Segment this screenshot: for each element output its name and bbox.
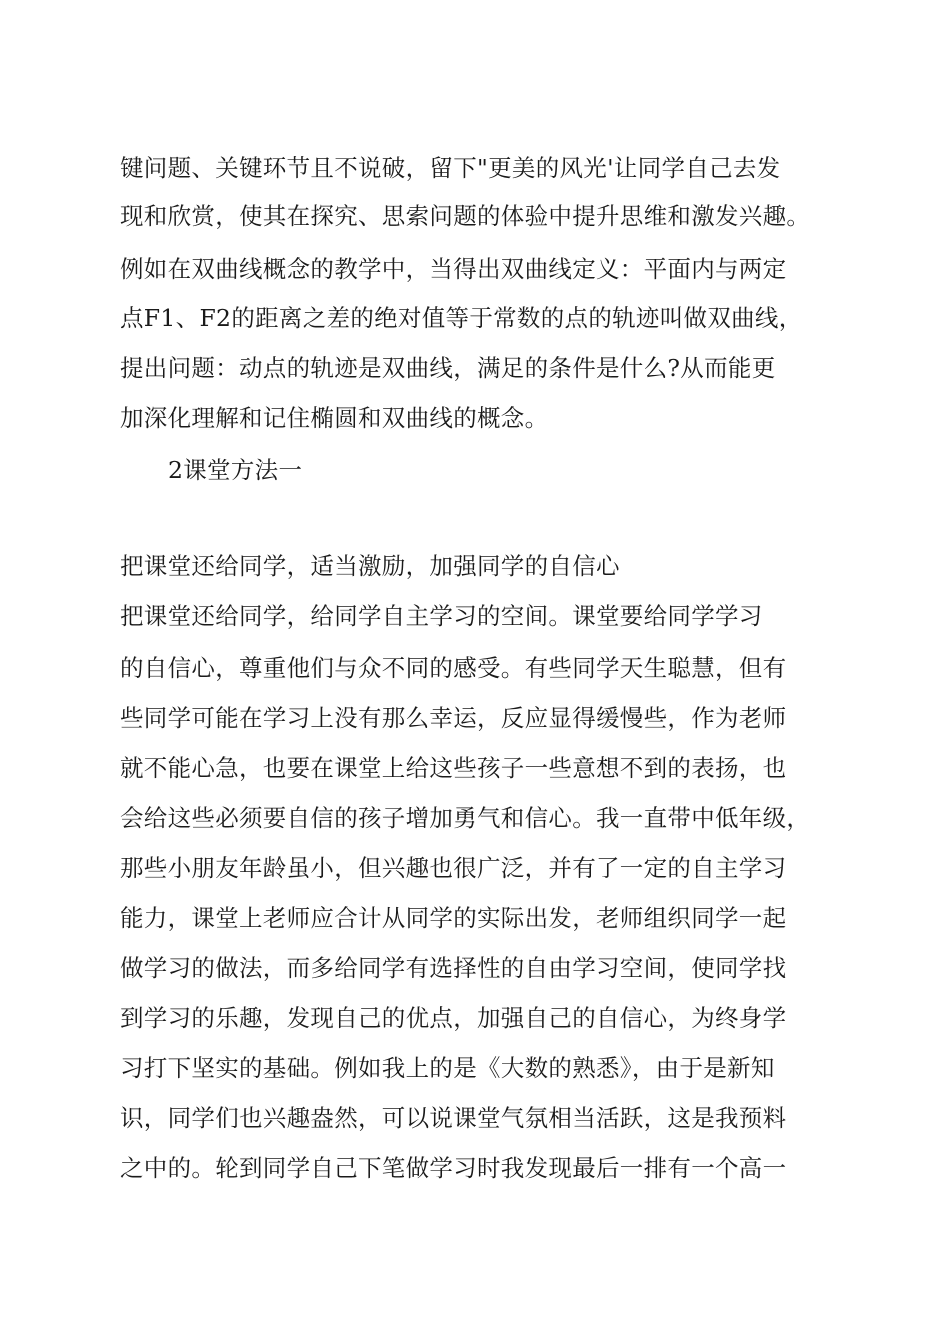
paragraph-line: 会给这些必须要自信的孩子增加勇气和信心。我一直带中低年级， xyxy=(120,804,811,832)
paragraph-line: 到学习的乐趣，发现自己的优点，加强自己的自信心，为终身学 xyxy=(120,1004,787,1032)
paragraph-line: 之中的。轮到同学自己下笔做学习时我发现最后一排有一个高一 xyxy=(120,1154,787,1182)
paragraph-line: 的自信心，尊重他们与众不同的感受。有些同学天生聪慧，但有 xyxy=(120,654,787,682)
paragraph-line: 提出问题：动点的轨迹是双曲线，满足的条件是什么?从而能更 xyxy=(120,354,776,382)
paragraph-line: 识，同学们也兴趣盎然，可以说课堂气氛相当活跃，这是我预料 xyxy=(120,1104,787,1132)
paragraph-line: 做学习的做法，而多给同学有选择性的自由学习空间，使同学找 xyxy=(120,954,787,982)
paragraph-line: 例如在双曲线概念的教学中，当得出双曲线定义：平面内与两定 xyxy=(120,255,787,283)
paragraph-line: 就不能心急，也要在课堂上给这些孩子一些意想不到的表扬，也 xyxy=(120,754,787,782)
paragraph-line: 加深化理解和记住椭圆和双曲线的概念。 xyxy=(120,404,549,432)
paragraph-line: 能力，课堂上老师应合计从同学的实际出发，老师组织同学一起 xyxy=(120,904,787,932)
paragraph-line: 键问题、关键环节且不说破，留下"更美的风光'让同学自己去发 xyxy=(120,154,781,182)
section-heading: 2课堂方法一 xyxy=(168,456,303,484)
paragraph-line: 现和欣赏，使其在探究、思索问题的体验中提升思维和激发兴趣。 xyxy=(120,202,811,230)
section-subheading: 把课堂还给同学，适当激励，加强同学的自信心 xyxy=(120,552,620,580)
paragraph-line: 些同学可能在学习上没有那么幸运，反应显得缓慢些，作为老师 xyxy=(120,704,787,732)
paragraph-line: 习打下坚实的基础。例如我上的是《大数的熟悉》，由于是新知 xyxy=(120,1054,775,1082)
paragraph-line: 把课堂还给同学，给同学自主学习的空间。课堂要给同学学习 xyxy=(120,602,763,630)
paragraph-line: 那些小朋友年龄虽小，但兴趣也很广泛，并有了一定的自主学习 xyxy=(120,854,787,882)
paragraph-line: 点F1、F2的距离之差的绝对值等于常数的点的轨迹叫做双曲线， xyxy=(120,304,803,332)
